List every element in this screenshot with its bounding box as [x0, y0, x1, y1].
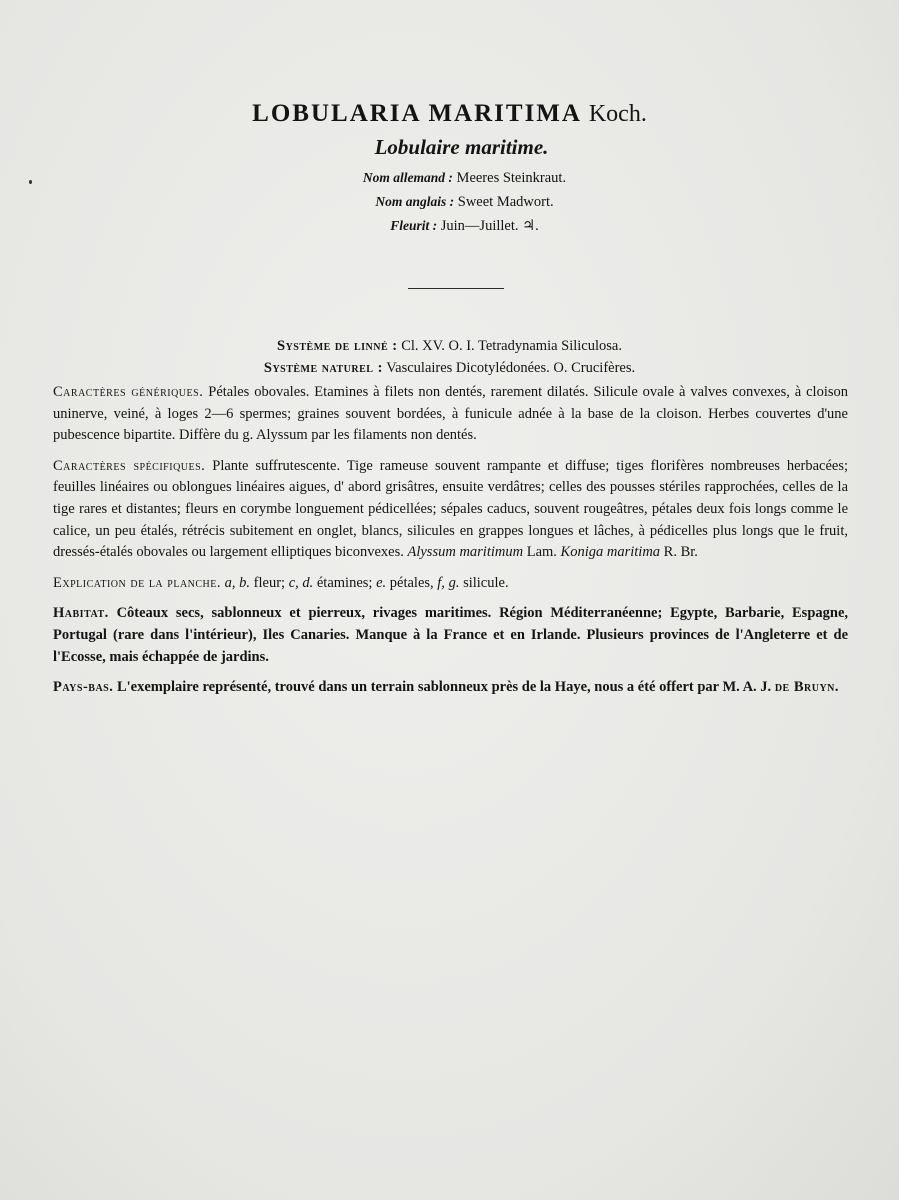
plate-letter-d: d.: [302, 574, 314, 591]
netherlands-text: L'exemplaire représenté, trouvé dans un terrain sablonneux près de la Haye, nous a été offert par M. A. J.: [116, 679, 772, 696]
plate-petales: pétales,: [389, 574, 434, 591]
plate-explanation-label: Explication de la planche.: [53, 574, 222, 591]
english-name-line: [0, 190, 899, 214]
plate-letter-e: e.: [376, 574, 387, 591]
flowering-line: [0, 214, 899, 238]
plate-silicule: silicule.: [463, 574, 509, 591]
synonym-2-name: Koniga maritima: [560, 544, 661, 561]
plate-explanation-paragraph: [53, 573, 848, 595]
english-name-label: Nom anglais :: [375, 194, 455, 209]
page-title: [0, 96, 899, 132]
plate-letter-f: f,: [437, 574, 445, 591]
header: [0, 96, 899, 238]
german-name-value: Meeres Steinkraut.: [456, 170, 567, 186]
section-divider: [408, 288, 504, 289]
plate-letter-b: b.: [239, 574, 251, 591]
synonym-1-author: Lam.: [526, 544, 557, 561]
german-name-line: [0, 166, 899, 190]
natural-system-label: Système naturel :: [263, 360, 383, 376]
synonym-1-name: Alyssum maritimum: [407, 544, 524, 561]
plate-fleur: fleur;: [253, 574, 286, 591]
netherlands-label: Pays-bas.: [53, 679, 114, 696]
species-author: Koch.: [588, 101, 647, 127]
plate-letter-g: g.: [448, 574, 460, 591]
synonym-2-author: R. Br.: [663, 544, 698, 561]
natural-system-value: Vasculaires Dicotylédonées. O. Crucifères.: [386, 360, 636, 376]
linne-system-value: Cl. XV. O. I. Tetradynamia Siliculosa.: [401, 338, 622, 354]
description-body: [53, 382, 848, 708]
habitat-paragraph: [53, 603, 848, 668]
habitat-label: Habitat.: [53, 605, 109, 622]
english-name-value: Sweet Madwort.: [457, 194, 554, 210]
flowering-label: Fleurit :: [390, 218, 438, 233]
specific-characters-text: Plante suffrutescente. Tige rameuse souvent rampante et diffuse; tiges florifères nombreuses herbacées; feuilles linéaires ou oblongues linéaires aigues, d' abord grisâtres, ensuite verdâtres; celles des pousses stériles rapprochées, celles de la tige rares et distantes; fleurs en corymbe longuement pédicellées; sépales caducs, souvent rougeâtres, pétales deux fois longs comme le calice, un peu étalés, rétrécis subitement en onglet, blancs, silicules en grappes longues et lâches, à pédicelles plus longs que le fruit, dressés-étalés obovales ou largement elliptiques biconvexes.: [53, 457, 849, 561]
netherlands-paragraph: [53, 677, 848, 699]
classification-systems: [0, 335, 899, 379]
specific-characters-label: Caractères spécifiques.: [53, 457, 206, 474]
plate-letter-a: a,: [224, 574, 236, 591]
generic-characters-text: Pétales obovales. Etamines à filets non dentés, rarement dilatés. Silicule ovale à valves convexes, à cloison uninerve, veiné, à loges 2—6 spermes; graines souvent bordées, à funicule adnée à la base de la cloison. Herbes couvertes d'une pubescence bipartite. Diffère du g. Alyssum par les filaments non dentés.: [53, 384, 849, 444]
german-name-label: Nom allemand :: [362, 170, 453, 185]
habitat-text: Côteaux secs, sablonneux et pierreux, rivages maritimes. Région Méditerranéenne; Egypte, Barbarie, Espagne, Portugal (rare dans l'intérieur), Iles Canaries. Manque à la France et en Irlande. Plusieurs provinces de l'Angleterre et de l'Ecosse, mais échappée de jardins.: [53, 605, 849, 665]
contributor-name: de Bruyn.: [774, 679, 840, 696]
plate-letter-c: c,: [288, 574, 299, 591]
species-name: LOBULARIA MARITIMA: [252, 100, 581, 127]
natural-system-line: [0, 357, 899, 379]
generic-characters-label: Caractères génériques.: [53, 384, 204, 400]
linne-system-label: Système de linné :: [277, 338, 398, 354]
generic-characters-paragraph: [53, 382, 848, 447]
flowering-value: Juin—Juillet. ♃.: [440, 218, 539, 234]
french-name: Lobulaire maritime.: [374, 135, 549, 159]
specific-characters-paragraph: [53, 456, 848, 564]
linne-system-line: [0, 335, 899, 357]
plate-etamines: étamines;: [316, 574, 373, 591]
